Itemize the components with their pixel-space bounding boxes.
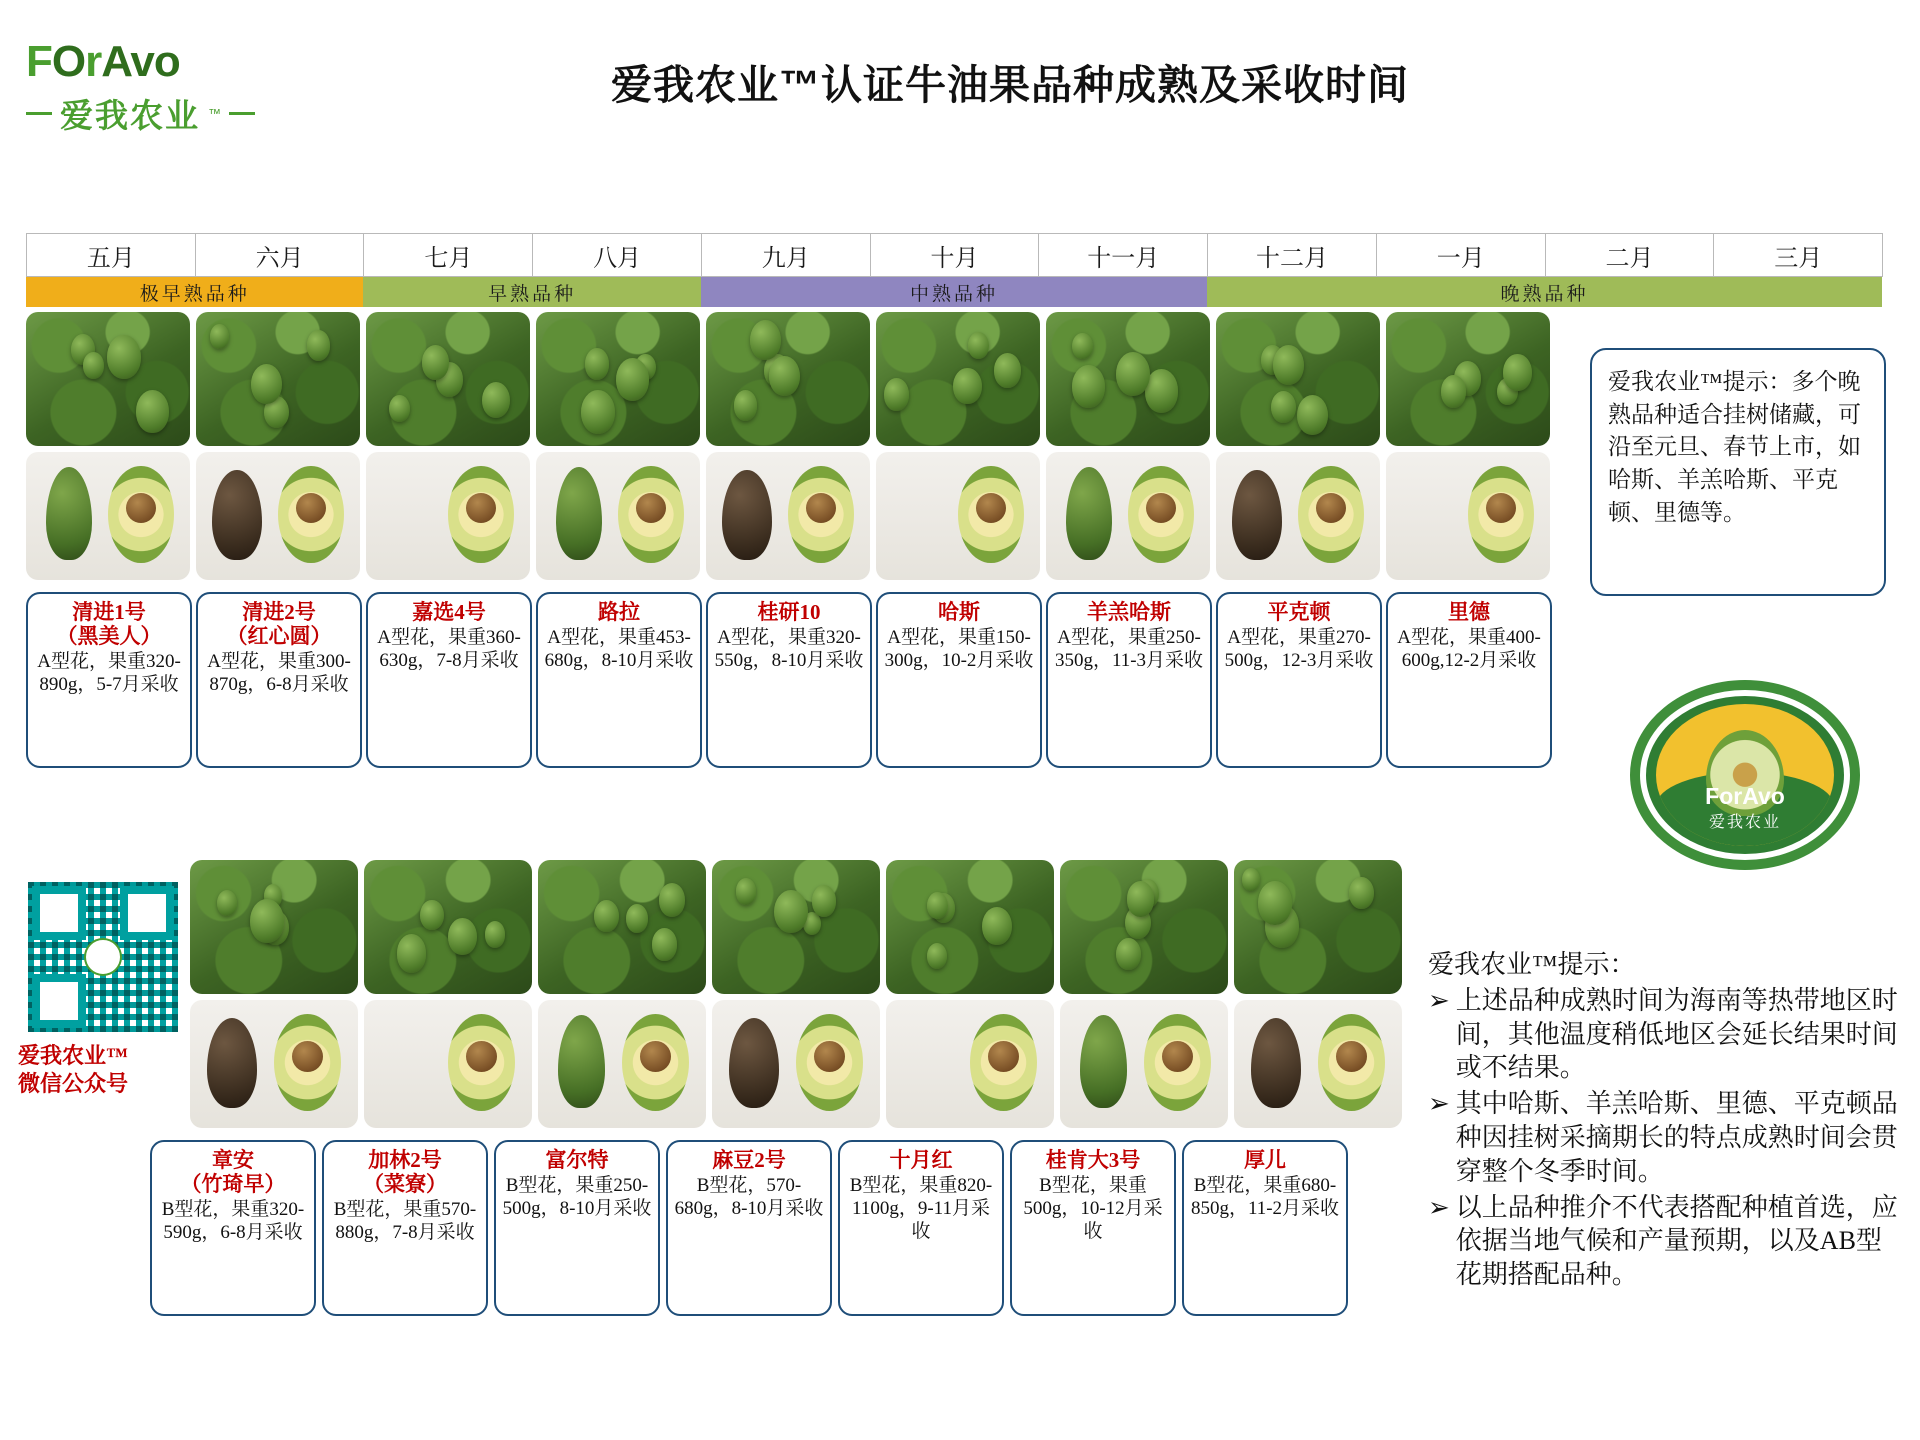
fruit-on-tree (448, 918, 477, 955)
variety-name-line: 加林2号 (368, 1148, 442, 1172)
ripe-avocado (722, 470, 771, 560)
month-cell: 十一月 (1038, 233, 1208, 277)
logo-rule-left (26, 112, 52, 115)
variety-name-line: 里德 (1448, 600, 1490, 624)
fruit-on-tree (1072, 333, 1093, 360)
variety-name-line: 厚儿 (1244, 1148, 1286, 1172)
variety-description: A型花，果重453-680g，8-10月采收 (544, 627, 694, 672)
variety-name (1392, 600, 1546, 624)
wechat-qr-code[interactable] (26, 880, 180, 1034)
fruit-on-tree (585, 348, 609, 379)
variety-description: B型花，果重820-1100g，9-11月采收 (849, 1175, 993, 1243)
variety-card (196, 592, 362, 768)
variety-description: A型花，果重300-870g，6-8月采收 (207, 651, 351, 696)
variety-description: B型花，果重250-500g，8-10月采收 (502, 1175, 652, 1220)
qr-corner-top-right (120, 886, 174, 940)
variety-name-line: 章安 (212, 1148, 254, 1172)
fruit-on-tree (734, 390, 757, 420)
avocado-tree-photo (876, 312, 1040, 446)
logo-wordmark (26, 37, 296, 86)
season-band: 中熟品种 (701, 277, 1207, 307)
fruit-on-tree (485, 921, 506, 948)
logo-letter-f: F (26, 37, 52, 86)
fruit-on-tree (1127, 881, 1154, 916)
variety-card (876, 592, 1042, 768)
avocado-tree-photo (1234, 860, 1402, 994)
variety-name-line: 桂肯大3号 (1045, 1148, 1141, 1172)
qr-corner-top-left (32, 886, 86, 940)
ripe-avocado (207, 1018, 257, 1108)
fruit-photo-strip-a (26, 452, 1550, 580)
bullet-arrow-icon: ➢ (1428, 1192, 1450, 1222)
fruit-on-tree (769, 356, 800, 396)
fruit-on-tree (1258, 881, 1292, 925)
fruit-on-tree (307, 330, 330, 360)
tree-photo-strip-a (26, 312, 1550, 446)
whole-avocado (1080, 1015, 1127, 1107)
variety-name (1016, 1148, 1170, 1172)
avocado-tree-photo (1046, 312, 1210, 446)
variety-name (1222, 600, 1376, 624)
bullet-arrow-icon: ➢ (1428, 1089, 1450, 1119)
fruit-on-tree (1273, 345, 1304, 385)
variety-description: A型花，果重320-890g，5-7月采收 (37, 651, 181, 696)
variety-name-line: 桂研10 (757, 600, 821, 624)
variety-card (366, 592, 532, 768)
variety-name-line: 清进1号 (72, 600, 146, 624)
fruit-on-tree (750, 320, 781, 360)
qr-caption (18, 1042, 198, 1097)
whole-avocado (556, 467, 602, 559)
variety-name (672, 1148, 826, 1172)
variety-name (542, 600, 696, 624)
cut-avocado-photo (538, 1000, 706, 1128)
fruit-on-tree (968, 332, 989, 359)
fruit-on-tree (389, 395, 410, 422)
logo-rule-right (229, 112, 255, 115)
logo-chinese-name: 爱我农业 (60, 97, 200, 134)
variety-card (838, 1140, 1004, 1316)
fruit-on-tree (107, 335, 141, 379)
fruit-on-tree (1116, 352, 1150, 396)
month-cell: 十月 (870, 233, 1040, 277)
month-cell: 三月 (1713, 233, 1883, 277)
cut-avocado-photo (1216, 452, 1380, 580)
cut-avocado-photo (1386, 452, 1550, 580)
fruit-on-tree (422, 345, 449, 380)
fruit-on-tree (83, 352, 104, 379)
month-cell: 十二月 (1207, 233, 1377, 277)
variety-name (328, 1148, 482, 1196)
ripe-avocado (729, 1018, 779, 1108)
cut-avocado-photo (26, 452, 190, 580)
variety-name (372, 600, 526, 624)
whole-avocado (1066, 467, 1112, 559)
ripe-avocado (1232, 470, 1281, 560)
variety-name (712, 600, 866, 624)
avocado-tree-photo (1386, 312, 1550, 446)
variety-card (1182, 1140, 1348, 1316)
fruit-on-tree (420, 900, 443, 930)
note-item (1428, 1191, 1898, 1292)
variety-card (322, 1140, 488, 1316)
variety-name (156, 1148, 310, 1196)
fruit-on-tree (736, 878, 756, 904)
variety-name-line: （红心圆） (226, 624, 332, 649)
variety-card (26, 592, 192, 768)
cut-avocado-photo (196, 452, 360, 580)
variety-description: B型花，果重680-850g，11-2月采收 (1190, 1175, 1340, 1220)
variety-description: B型花，570-680g，8-10月采收 (674, 1175, 824, 1220)
variety-name-line: （黑美人） (56, 624, 162, 649)
variety-description: B型花，果重320-590g，6-8月采收 (161, 1199, 305, 1244)
variety-name-line: 十月红 (889, 1148, 953, 1172)
month-cell: 六月 (195, 233, 365, 277)
month-cell: 五月 (26, 233, 196, 277)
variety-description: A型花，果重360-630g，7-8月采收 (377, 627, 521, 672)
qr-center-logo (84, 938, 122, 976)
fruit-on-tree (210, 324, 229, 349)
cut-avocado-photo (706, 452, 870, 580)
variety-card (1216, 592, 1382, 768)
month-header-row (26, 233, 1882, 277)
fruit-on-tree (581, 390, 615, 434)
fruit-on-tree (136, 390, 169, 433)
season-band: 晚熟品种 (1207, 277, 1882, 307)
fruit-on-tree (884, 378, 909, 411)
variety-name (1052, 600, 1206, 624)
fruit-on-tree (927, 892, 948, 920)
avocado-tree-photo (364, 860, 532, 994)
fruit-on-tree (616, 358, 650, 402)
variety-description: A型花，果重320-550g，8-10月采收 (714, 627, 864, 672)
cut-avocado-photo (1060, 1000, 1228, 1128)
variety-card (150, 1140, 316, 1316)
season-band-row (26, 277, 1882, 307)
variety-description: A型花，果重270-500g，12-3月采收 (1224, 627, 1374, 672)
variety-description: B型花，果重500g，10-12月采收 (1023, 1175, 1163, 1243)
tip-box-top: 爱我农业™提示：多个晚熟品种适合挂树储藏，可沿至元旦、春节上市，如哈斯、羊羔哈斯、平克顿、里德等。 (1590, 348, 1886, 596)
fruit-on-tree (1349, 877, 1374, 909)
variety-name-line: （菜寮） (363, 1172, 447, 1197)
avocado-tree-photo (366, 312, 530, 446)
fruit-on-tree (659, 883, 685, 917)
cut-avocado-photo (1234, 1000, 1402, 1128)
variety-name-line: 哈斯 (938, 600, 980, 624)
variety-name-line: 路拉 (598, 600, 640, 624)
variety-name (500, 1148, 654, 1172)
variety-name (32, 600, 186, 648)
variety-card (706, 592, 872, 768)
logo-trademark-symbol: ™ (208, 106, 221, 121)
fruit-on-tree (982, 907, 1012, 945)
tree-photo-strip-b (190, 860, 1402, 994)
cut-avocado-photo (364, 1000, 532, 1128)
note-item (1428, 1087, 1898, 1188)
variety-card (1386, 592, 1552, 768)
seal-face (1656, 704, 1834, 846)
variety-name-line: （竹琦早） (180, 1172, 286, 1197)
fruit-on-tree (1116, 938, 1141, 970)
fruit-on-tree (774, 890, 808, 934)
fruit-on-tree (1242, 868, 1260, 891)
fruit-on-tree (217, 890, 237, 916)
ripe-avocado (212, 470, 261, 560)
month-cell: 一月 (1376, 233, 1546, 277)
logo-letters-avo: Avo (101, 37, 180, 86)
avocado-tree-photo (1216, 312, 1380, 446)
note-text: 上述品种成熟时间为海南等热带地区时间，其他温度稍低地区会延长结果时间或不结果。 (1455, 985, 1898, 1083)
fruit-on-tree (953, 368, 981, 404)
variety-name (882, 600, 1036, 624)
fruit-on-tree (250, 899, 284, 943)
avocado-tree-photo (1060, 860, 1228, 994)
fruit-on-tree (1503, 354, 1531, 391)
avocado-tree-photo (536, 312, 700, 446)
fruit-on-tree (594, 900, 619, 932)
variety-name-line: 清进2号 (242, 600, 316, 624)
seal-chinese-name: 爱我农业 (1708, 814, 1781, 831)
fruit-on-tree (994, 353, 1021, 388)
variety-card (1046, 592, 1212, 768)
whole-avocado (558, 1015, 605, 1107)
page-title: 爱我农业™认证牛油果品种成熟及采收时间 (611, 62, 1409, 108)
qr-caption-line2: 微信公众号 (18, 1070, 129, 1096)
cut-avocado-photo (876, 452, 1040, 580)
logo-letter-r: r (85, 37, 102, 86)
month-cell: 九月 (701, 233, 871, 277)
fruit-on-tree (812, 885, 837, 917)
variety-name (844, 1148, 998, 1172)
notes-heading: 爱我农业™提示： (1428, 950, 1636, 979)
fruit-on-tree (652, 928, 677, 960)
fruit-on-tree (482, 382, 510, 418)
note-item (1428, 984, 1898, 1085)
qr-caption-line1: 爱我农业™ (18, 1043, 129, 1068)
avocado-tree-photo (538, 860, 706, 994)
fruit-on-tree (626, 904, 649, 933)
avocado-tree-photo (712, 860, 880, 994)
fruit-on-tree (927, 943, 948, 970)
logo-letter-o: O (51, 37, 86, 86)
seal-wordmark: ForAvo (1705, 783, 1785, 809)
cut-avocado-photo (366, 452, 530, 580)
month-cell: 七月 (363, 233, 533, 277)
season-band: 极早熟品种 (26, 277, 363, 307)
avocado-tree-photo (886, 860, 1054, 994)
month-cell: 八月 (532, 233, 702, 277)
variety-name-line: 羊羔哈斯 (1087, 600, 1171, 624)
variety-name-line: 麻豆2号 (712, 1148, 786, 1172)
cut-avocado-photo (190, 1000, 358, 1128)
variety-description: A型花，果重250-350g，11-3月采收 (1054, 627, 1204, 672)
ripe-avocado (1251, 1018, 1301, 1108)
fruit-on-tree (1297, 395, 1328, 435)
variety-card (494, 1140, 660, 1316)
whole-avocado (46, 467, 92, 559)
avocado-tree-photo (706, 312, 870, 446)
variety-name-line: 嘉选4号 (412, 600, 486, 624)
variety-card (1010, 1140, 1176, 1316)
note-text: 以上品种推介不代表搭配种植首选，应依据当地气候和产量预期，以及AB型花期搭配品种。 (1455, 1192, 1898, 1290)
variety-name (202, 600, 356, 648)
variety-name-line: 富尔特 (545, 1148, 609, 1172)
notes-list (1428, 984, 1898, 1292)
avocado-tree-photo (190, 860, 358, 994)
foravo-seal (1630, 680, 1860, 870)
fruit-on-tree (1441, 375, 1466, 408)
avocado-tree-photo (196, 312, 360, 446)
fruit-on-tree (1271, 391, 1296, 423)
cut-avocado-photo (712, 1000, 880, 1128)
variety-description: A型花，果重150-300g，10-2月采收 (884, 627, 1034, 672)
cut-avocado-photo (886, 1000, 1054, 1128)
variety-description: B型花，果重570-880g，7-8月采收 (333, 1199, 477, 1244)
avocado-tree-photo (26, 312, 190, 446)
bullet-arrow-icon: ➢ (1428, 985, 1450, 1015)
variety-name-line: 平克顿 (1267, 600, 1331, 624)
season-band: 早熟品种 (363, 277, 700, 307)
fruit-on-tree (397, 934, 427, 972)
month-cell: 二月 (1545, 233, 1715, 277)
footer-notes (1428, 948, 1898, 1294)
note-text: 其中哈斯、羊羔哈斯、里德、平克顿品种因挂树采摘期长的特点成熟时间会贯穿整个冬季时间。 (1455, 1089, 1898, 1186)
cut-avocado-photo (536, 452, 700, 580)
fruit-on-tree (251, 364, 282, 404)
fruit-on-tree (1072, 365, 1105, 408)
logo-subtitle (26, 90, 296, 137)
variety-description: A型花，果重400-600g,12-2月采收 (1397, 627, 1541, 672)
qr-corner-bottom-left (32, 974, 86, 1028)
variety-name (1188, 1148, 1342, 1172)
variety-card (536, 592, 702, 768)
brand-logo (26, 37, 296, 150)
variety-card (666, 1140, 832, 1316)
cut-avocado-photo (1046, 452, 1210, 580)
fruit-photo-strip-b (190, 1000, 1402, 1128)
